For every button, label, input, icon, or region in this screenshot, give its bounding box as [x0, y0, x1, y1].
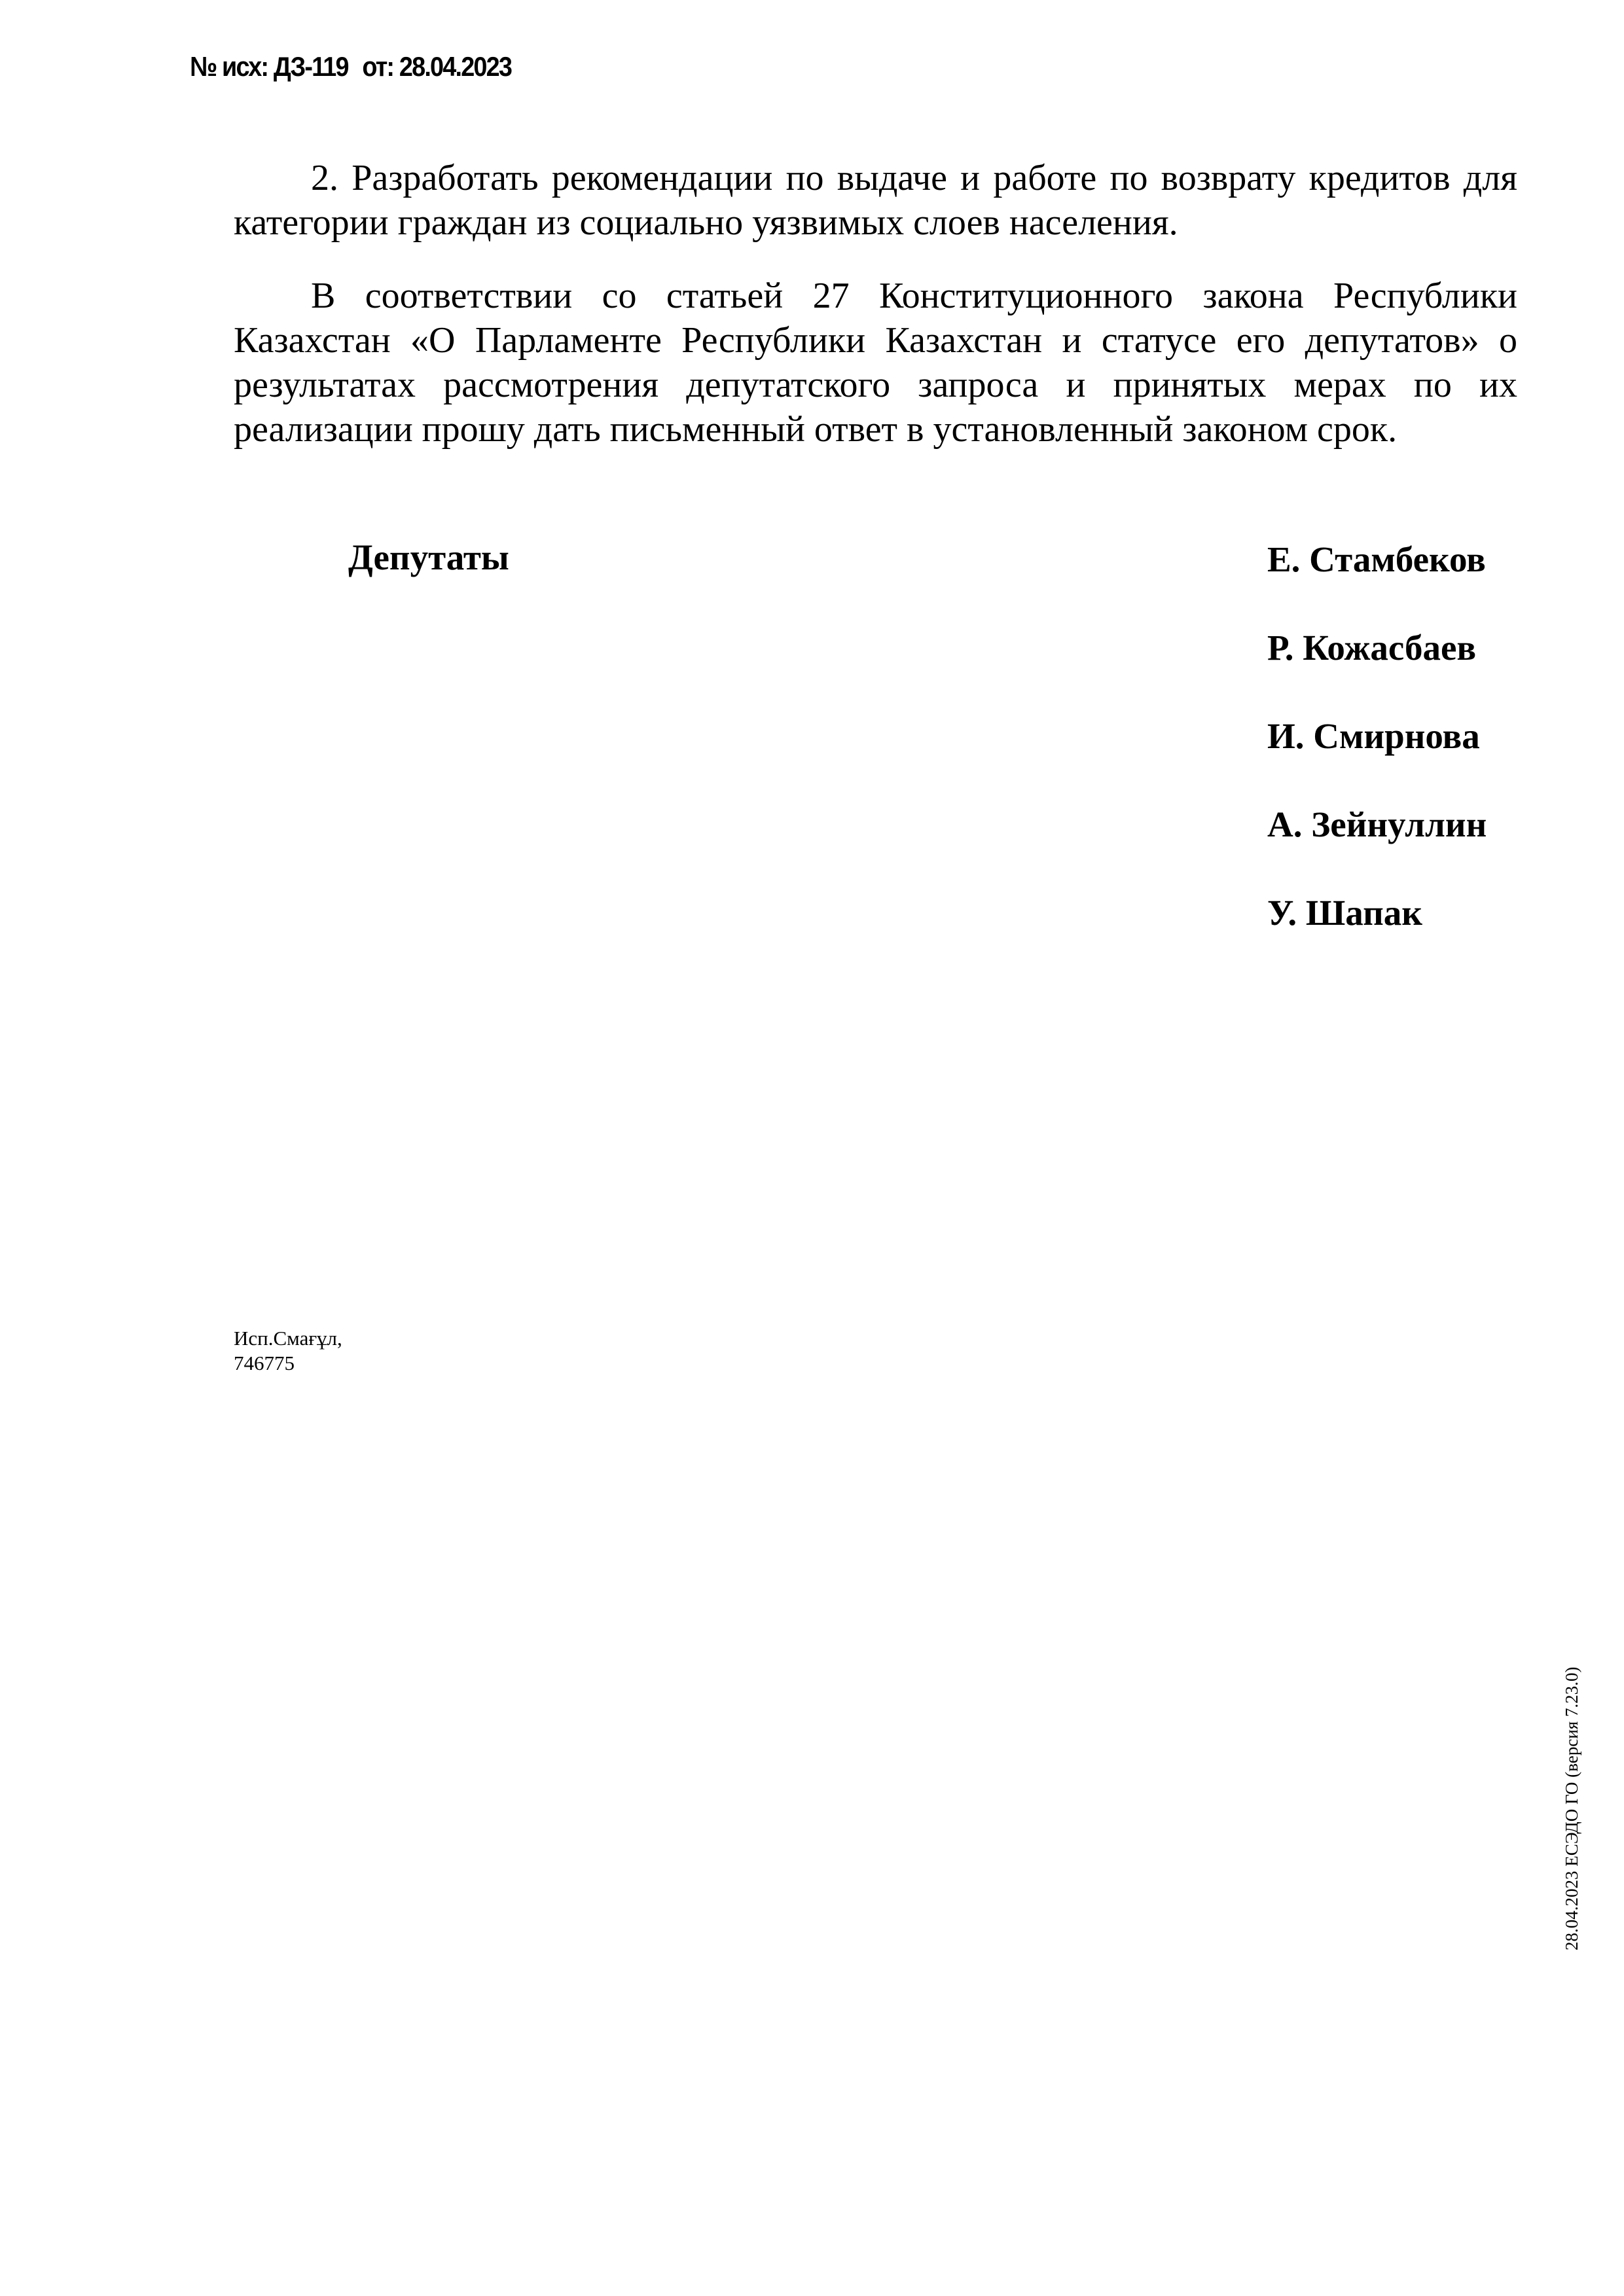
signer-name: Р. Кожасбаев	[1267, 628, 1477, 668]
signer-name: Е. Стамбеков	[1267, 539, 1486, 579]
executor-info	[234, 1326, 342, 1376]
signer-name: А. Зейнуллин	[1267, 804, 1487, 844]
executor-name: Исп.Смағұл,	[234, 1327, 342, 1350]
executor-phone: 746775	[234, 1352, 295, 1374]
signature-role-label: Депутаты	[348, 537, 509, 577]
paragraph-legal-basis	[234, 274, 1517, 452]
outgoing-reference	[190, 51, 511, 82]
edo-system-stamp: 28.04.2023 ЕСЭДО ГО (версия 7.23.0)	[1562, 1666, 1581, 1950]
paragraph-recommendations	[234, 156, 1517, 245]
signer-list	[1267, 537, 1487, 978]
signer-name: И. Смирнова	[1267, 716, 1480, 756]
outgoing-number: № исх: ДЗ-119	[190, 51, 348, 82]
paragraph-text: 2. Разработать рекомендации по выдаче и работе по возврату кредитов для категории граждан из социально уязвимых слоев населения.	[234, 158, 1517, 243]
signer-name: У. Шапак	[1267, 893, 1422, 933]
paragraph-text: В соответствии со статьей 27 Конституционного закона Республики Казахстан «О Парламенте Республики Казахстан и статусе его депутатов» о результатах рассмотрения депутатского запроса и принятых мерах по их реализации прошу дать письменный ответ в установленный законом срок.	[234, 276, 1517, 450]
outgoing-date: от: 28.04.2023	[362, 51, 512, 82]
